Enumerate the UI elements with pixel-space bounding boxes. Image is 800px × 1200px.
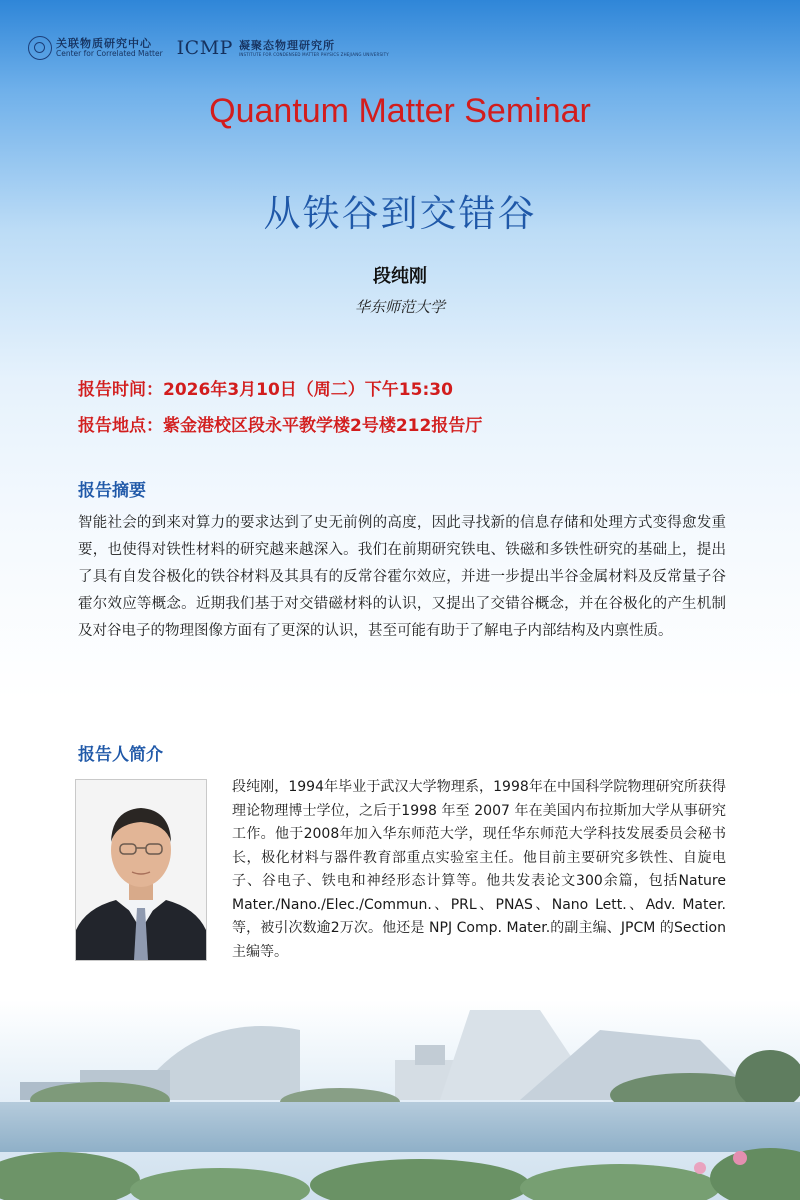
speaker-affiliation: 华东师范大学 — [354, 298, 445, 316]
ccm-logo — [28, 36, 163, 60]
header-logos — [28, 34, 389, 62]
talk-time: 报告时间：2026年3月10日（周二）下午15:30 — [78, 380, 453, 400]
abstract-heading: 报告摘要 — [78, 481, 146, 501]
abstract-text: 智能社会的到来对算力的要求达到了史无前例的高度，因此寻找新的信息存储和处理方式变得愈发重要，也使得对铁性材料的研究越来越深入。我们在前期研究铁电、铁磁和多铁性研究的基础上，提出了具有自发谷极化的铁谷材料及其具有的反常谷霍尔效应，并进一步提出半谷金属材料及反常量子谷霍尔效应等概念。近期我们基于对交错磁材料的认识，又提出了交错谷概念，并在谷极化的产生机制及对谷电子的物理图像方面有了更深的认识，甚至可能有助于了解电子内部结构及内禀性质。 — [78, 515, 726, 639]
icmp-logo — [177, 37, 389, 59]
series-title: Quantum Matter Seminar — [209, 92, 591, 130]
speaker-portrait-icon — [76, 780, 206, 960]
speaker-name: 段纯刚 — [373, 266, 427, 287]
talk-location: 报告地点：紫金港校区段永平教学楼2号楼212报告厅 — [78, 416, 483, 436]
talk-title: 从铁谷到交错谷 — [263, 192, 537, 235]
icmp-logo-text: ICMP — [176, 37, 233, 59]
campus-landscape-image — [0, 990, 800, 1200]
icmp-logo-en: INSTITUTE FOR CONDENSED MATTER PHYSICS ZHEJIANG UNIVERSITY — [238, 51, 389, 57]
ccm-logo-en: Center for Correlated Matter — [56, 48, 163, 58]
speaker-photo — [75, 779, 207, 961]
ccm-emblem-icon — [28, 36, 52, 60]
ccm-logo-cn: 关联物质研究中心 — [56, 37, 152, 51]
bio-heading: 报告人简介 — [78, 745, 163, 765]
icmp-logo-cn: 凝聚态物理研究所 — [238, 38, 335, 52]
bio-text: 段纯刚，1994年毕业于武汉大学物理系，1998年在中国科学院物理研究所获得理论物理博士学位，之后于1998 年至 2007 年在美国内布拉斯加大学从事研究工作。他于2008年加入华东师范大学，现任华东师范大学科技发展委员会秘书长，极化材料与器件教育部重点实验室主任。他目前主要研究多铁性、自旋电子、谷电子、铁电和神经形态计算等。他共发表论文300余篇，包括Nature Mater./Nano./Elec./Commun.、PRL、PNAS、Nano Lett.、Adv. Mater.等，被引次数逾2万次。他还是 NPJ Comp. Mater.的副主编、JPCM 的Section主编等。 — [232, 779, 726, 960]
